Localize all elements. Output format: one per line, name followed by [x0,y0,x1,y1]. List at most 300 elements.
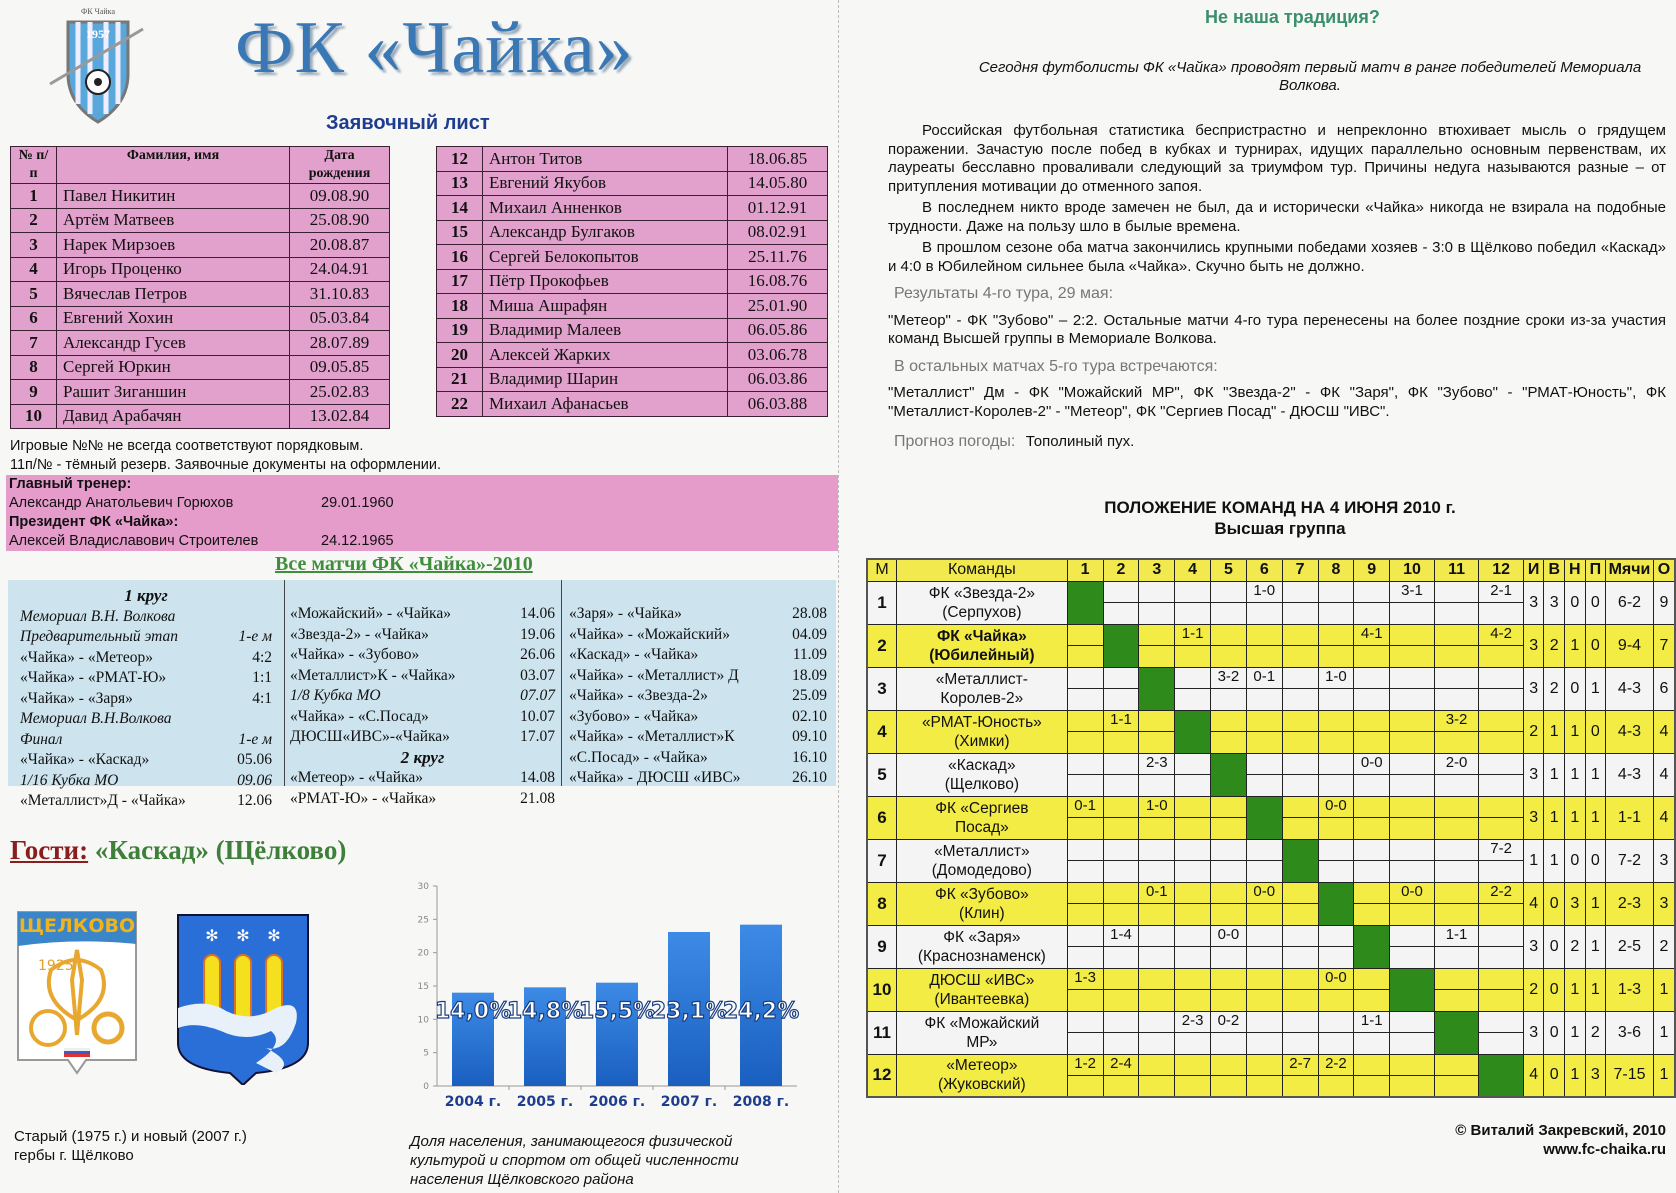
score-cell [1318,581,1354,603]
draws: 1 [1565,753,1586,796]
standings-col-header: В [1544,559,1565,581]
player-dob: 25.02.83 [290,380,390,405]
empty-score-cell [1103,990,1139,1012]
empty-score-cell [1175,1076,1211,1098]
empty-score-cell [1103,1076,1139,1098]
svg-text:2005 г.: 2005 г. [516,1094,574,1110]
team-name-line: ФК «Чайка» [937,627,1027,645]
roster-row [437,245,828,270]
score-cell [1390,710,1435,732]
player-number: 15 [437,220,483,245]
empty-score-cell [1479,689,1524,711]
match-row [569,727,827,748]
standings-col-header: И [1523,559,1544,581]
player-number: 5 [11,282,57,307]
empty-score-cell [1354,775,1390,797]
goals: 7-2 [1606,839,1654,882]
player-number: 10 [11,404,57,429]
coach-label: Главный тренер: [9,476,132,492]
diagonal-cell [1318,882,1354,925]
score-cell [1246,753,1282,775]
player-number: 9 [11,380,57,405]
draws: 0 [1565,667,1586,710]
empty-score-cell [1211,689,1247,711]
guests-label: Гости: [10,835,89,865]
empty-score-cell [1175,775,1211,797]
match-result: 25.09 [792,687,827,704]
empty-score-cell [1211,904,1247,926]
empty-score-cell [1246,603,1282,625]
empty-score-cell [1318,1033,1354,1055]
empty-score-cell [1067,861,1103,883]
player-number: 2 [11,208,57,233]
empty-score-cell [1246,1076,1282,1098]
svg-text:5: 5 [423,1048,429,1059]
score-cell [1434,624,1479,646]
losses: 1 [1585,753,1606,796]
score-cell [1103,796,1139,818]
score-cell: 3-2 [1434,710,1479,732]
score-cell: 0-1 [1067,796,1103,818]
match-teams: «С.Посад» - «Чайка» [569,748,708,766]
wins: 0 [1544,1011,1565,1054]
standings-col-header: 11 [1434,559,1479,581]
crest-caption [14,1127,247,1165]
roster-row [437,196,828,221]
svg-text:23,1%: 23,1% [650,999,728,1024]
score-cell [1211,581,1247,603]
diagonal-cell [1211,753,1247,796]
matches-column-3 [569,604,827,789]
copyright-author: © Виталий Закревский, 2010 [1455,1122,1666,1139]
empty-score-cell [1139,947,1175,969]
match-row [569,645,827,666]
matches-title: Все матчи ФК «Чайка»-2010 [275,553,533,575]
score-cell [1318,624,1354,646]
score-cell: 0-2 [1211,1011,1247,1033]
team-position: 4 [867,710,897,753]
goals: 4-3 [1606,710,1654,753]
player-name: Евгений Якубов [483,171,728,196]
points: 7 [1653,624,1675,667]
team-name [897,581,1068,624]
score-cell: 1-4 [1103,925,1139,947]
empty-score-cell [1390,603,1435,625]
score-cell [1479,667,1524,689]
matches-column-1 [20,586,272,812]
match-row [290,727,555,748]
match-result: 07.07 [520,687,555,704]
empty-score-cell [1434,775,1479,797]
match-row [569,604,827,625]
col-dob: Дата рождения [290,147,390,184]
draws: 3 [1565,882,1586,925]
score-cell [1139,968,1175,990]
team-name-line: «Металлист» [934,842,1030,860]
empty-score-cell [1103,1033,1139,1055]
empty-score-cell [1282,603,1318,625]
draws: 1 [1565,968,1586,1011]
tournament-row [20,771,272,792]
score-cell [1354,710,1390,732]
score-cell [1175,839,1211,861]
match-row [290,789,555,810]
score-cell [1246,1011,1282,1033]
empty-score-cell [1103,603,1139,625]
diagonal-cell [1067,581,1103,624]
score-cell: 0-1 [1246,667,1282,689]
diagonal-cell [1354,925,1390,968]
player-dob: 25.11.76 [728,245,828,270]
score-cell [1067,667,1103,689]
empty-score-cell [1067,818,1103,840]
games-played: 3 [1523,581,1544,624]
player-name: Алексей Жарких [483,343,728,368]
team-city-line: МР» [966,1033,998,1051]
round-header: 2 круг [400,747,445,767]
score-cell [1246,968,1282,990]
match-result: 05.06 [237,751,272,768]
tournament-row [20,730,272,751]
score-cell: 4-1 [1354,624,1390,646]
empty-score-cell [1390,861,1435,883]
player-number: 16 [437,245,483,270]
player-number: 7 [11,331,57,356]
roster-row [437,269,828,294]
match-teams: 1/16 Кубка МО [20,771,119,789]
old-crest-icon [16,910,138,1075]
roster-row [437,318,828,343]
score-cell [1067,753,1103,775]
score-cell [1211,796,1247,818]
player-dob: 25.01.90 [728,294,828,319]
goals: 4-3 [1606,667,1654,710]
empty-score-cell [1390,775,1435,797]
match-result: 28.08 [792,605,827,622]
score-cell [1103,753,1139,775]
score-cell [1390,667,1435,689]
standings-row [867,796,1675,818]
score-cell [1282,925,1318,947]
empty-score-cell [1067,1033,1103,1055]
player-number: 14 [437,196,483,221]
score-cell [1246,624,1282,646]
match-result: 1-е м [238,628,272,645]
svg-text:2006 г.: 2006 г. [588,1094,646,1110]
standings-col-header: Н [1565,559,1586,581]
score-cell: 1-1 [1175,624,1211,646]
score-cell [1318,1011,1354,1033]
match-teams: Финал [20,730,63,748]
results-heading: Результаты 4-го тура, 29 мая: [894,285,1114,302]
match-result: 09.06 [237,771,272,789]
empty-score-cell [1318,1076,1354,1098]
wins: 1 [1544,839,1565,882]
empty-score-cell [1390,904,1435,926]
score-cell: 2-2 [1479,882,1524,904]
empty-score-cell [1390,1033,1435,1055]
empty-score-cell [1479,947,1524,969]
standings-col-header: Мячи [1606,559,1654,581]
empty-score-cell [1282,732,1318,754]
empty-score-cell [1479,1033,1524,1055]
weather [894,433,1666,452]
roster-row [437,171,828,196]
empty-score-cell [1434,1076,1479,1098]
score-cell [1103,882,1139,904]
match-result: 17.07 [520,728,555,745]
empty-score-cell [1282,904,1318,926]
standings-row [867,882,1675,904]
match-teams: «Чайка» - «РМАТ-Ю» [20,669,167,686]
points: 6 [1653,667,1675,710]
games-played: 2 [1523,710,1544,753]
points: 1 [1653,1054,1675,1097]
score-cell: 1-1 [1354,1011,1390,1033]
empty-score-cell [1139,1033,1175,1055]
diagonal-cell [1479,1054,1524,1097]
svg-text:14,0%: 14,0% [434,999,512,1024]
match-result: 4:1 [252,689,272,707]
standings-row [867,839,1675,861]
staff-box [6,475,838,551]
article-title: Не наша традиция? [1205,7,1380,27]
empty-score-cell [1479,904,1524,926]
match-result: 14.08 [520,769,555,786]
empty-score-cell [1390,646,1435,668]
team-position: 8 [867,882,897,925]
games-played: 3 [1523,925,1544,968]
player-number: 20 [437,343,483,368]
match-result: 12.06 [237,792,272,809]
match-row [20,689,272,710]
score-cell [1390,796,1435,818]
club-logo-icon [48,4,148,124]
score-cell [1175,968,1211,990]
empty-score-cell [1479,603,1524,625]
svg-text:2008 г.: 2008 г. [732,1094,790,1110]
losses: 1 [1585,882,1606,925]
team-name [897,1054,1068,1097]
website-link[interactable]: www.fc-chaika.ru [1543,1141,1666,1158]
score-cell [1103,968,1139,990]
empty-score-cell [1318,818,1354,840]
empty-score-cell [1175,904,1211,926]
score-cell: 2-4 [1103,1054,1139,1076]
empty-score-cell [1390,818,1435,840]
empty-score-cell [1479,861,1524,883]
score-cell [1390,1054,1435,1076]
team-name [897,839,1068,882]
standings-heading [900,497,1660,539]
score-cell [1434,667,1479,689]
score-cell [1479,1011,1524,1033]
match-result: 09.10 [792,728,827,745]
svg-text:14,8%: 14,8% [506,999,584,1024]
team-name-line: ФК «Сергиев [935,799,1029,817]
match-result: 26.10 [792,769,827,786]
match-row [290,645,555,666]
article-lead: Сегодня футболисты ФК «Чайка» проводят первый матч в ранге победителей Мемориала Волкова. [978,59,1642,94]
score-cell: 1-2 [1067,1054,1103,1076]
score-cell [1479,796,1524,818]
empty-score-cell [1282,818,1318,840]
match-row [20,750,272,771]
empty-score-cell [1246,990,1282,1012]
score-cell [1246,710,1282,732]
match-teams: «Чайка» - «Звезда-2» [569,687,708,704]
games-played: 3 [1523,1011,1544,1054]
match-row [20,648,272,669]
score-cell [1246,839,1282,861]
player-name: Александр Гусев [57,331,290,356]
player-dob: 31.10.83 [290,282,390,307]
match-teams: «Чайка» - «Каскад» [20,751,150,768]
standings-col-header: 5 [1211,559,1247,581]
losses: 1 [1585,796,1606,839]
standings-row [867,925,1675,947]
team-position: 5 [867,753,897,796]
player-dob: 05.03.84 [290,306,390,331]
standings-row [867,581,1675,603]
goals: 2-3 [1606,882,1654,925]
svg-text:2007 г.: 2007 г. [660,1094,718,1110]
score-cell [1246,1054,1282,1076]
standings-col-header: М [867,559,897,581]
losses: 2 [1585,1011,1606,1054]
empty-score-cell [1318,732,1354,754]
empty-score-cell [1139,861,1175,883]
new-crest-icon [176,913,310,1085]
wins: 0 [1544,882,1565,925]
team-city-line: (Клин) [959,904,1005,922]
match-teams: «РМАТ-Ю» - «Чайка» [290,789,437,807]
svg-text:2004 г.: 2004 г. [444,1094,502,1110]
empty-score-cell [1246,646,1282,668]
score-cell [1211,968,1247,990]
team-name [897,882,1068,925]
player-name: Владимир Малеев [483,318,728,343]
player-number: 4 [11,257,57,282]
empty-score-cell [1282,1076,1318,1098]
standings-col-header: О [1653,559,1675,581]
score-cell [1103,667,1139,689]
score-cell: 4-2 [1479,624,1524,646]
match-row [290,768,555,789]
match-teams: «Чайка» - «Зубово» [290,646,420,663]
team-name-line: ДЮСШ «ИВС» [929,971,1035,989]
team-city-line: (Химки) [954,732,1010,750]
weather-label: Прогноз погоды: [894,433,1016,450]
standings-col-header: 7 [1282,559,1318,581]
empty-score-cell [1318,861,1354,883]
match-teams: «Зубово» - «Чайка» [569,707,699,725]
empty-score-cell [1175,646,1211,668]
results-text: "Метеор" - ФК "Зубово" – 2:2. Остальные матчи 4-го тура перенесены на более поздние сроки из-за участия команд Высшей группы в Мемориале Волкова. [888,311,1666,347]
draws: 0 [1565,581,1586,624]
svg-text:✻: ✻ [236,928,250,945]
score-cell [1282,1011,1318,1033]
empty-score-cell [1354,861,1390,883]
empty-score-cell [1354,689,1390,711]
wins: 0 [1544,925,1565,968]
roster-table-right [436,146,828,417]
score-cell: 7-2 [1479,839,1524,861]
match-teams: «Чайка» - «Можайский» [569,625,730,643]
empty-score-cell [1354,990,1390,1012]
match-row [569,625,827,646]
score-cell [1282,581,1318,603]
score-cell [1175,796,1211,818]
empty-score-cell [1175,818,1211,840]
score-cell [1282,710,1318,732]
goals: 4-3 [1606,753,1654,796]
svg-text:20: 20 [417,948,429,959]
score-cell [1390,624,1435,646]
empty-score-cell [1282,990,1318,1012]
standings-row [867,968,1675,990]
wins: 2 [1544,624,1565,667]
score-cell [1103,839,1139,861]
score-cell [1354,839,1390,861]
empty-score-cell [1139,1076,1175,1098]
empty-score-cell [1246,904,1282,926]
standings-col-header: П [1585,559,1606,581]
empty-score-cell [1067,732,1103,754]
score-cell [1139,839,1175,861]
match-teams: ДЮСШ«ИВС»-«Чайка» [290,728,450,745]
empty-score-cell [1211,1033,1247,1055]
match-result: 11.09 [792,646,827,663]
diagonal-cell [1282,839,1318,882]
article-paragraph: В последнем никто вроде замечен не был, да и исторически «Чайка» никогда не взирала на подобные трудности. Даже на пользу шло в былые времена. [888,199,1666,235]
team-position: 2 [867,624,897,667]
score-cell [1175,581,1211,603]
match-row [290,666,555,687]
roster-subtitle: Заявочный лист [326,112,490,134]
match-teams: «Металлист»К - «Чайка» [290,666,456,684]
svg-text:0: 0 [423,1082,429,1092]
match-row [290,707,555,728]
team-position: 10 [867,968,897,1011]
standings-title: ПОЛОЖЕНИЕ КОМАНД НА 4 ИЮНЯ 2010 г. [1104,498,1456,517]
score-cell [1354,667,1390,689]
team-position: 1 [867,581,897,624]
empty-score-cell [1067,689,1103,711]
team-position: 3 [867,667,897,710]
score-cell [1067,710,1103,732]
team-name-line: «Металлист- [935,670,1028,688]
score-cell [1139,581,1175,603]
round-header: 1 круг [124,586,168,605]
score-cell: 0-0 [1318,968,1354,990]
team-city-line: (Щелково) [944,775,1019,793]
empty-score-cell [1479,732,1524,754]
roster-row [11,184,390,209]
caption-line: культурой и спортом от общей численности [410,1152,739,1169]
match-result: 02.10 [792,707,827,725]
score-cell [1282,796,1318,818]
empty-score-cell [1103,775,1139,797]
losses: 0 [1585,710,1606,753]
match-row [569,686,827,707]
score-cell [1067,839,1103,861]
score-cell: 0-0 [1211,925,1247,947]
match-result: 04.09 [792,625,827,643]
empty-score-cell [1211,990,1247,1012]
roster-row [437,343,828,368]
empty-score-cell [1318,947,1354,969]
